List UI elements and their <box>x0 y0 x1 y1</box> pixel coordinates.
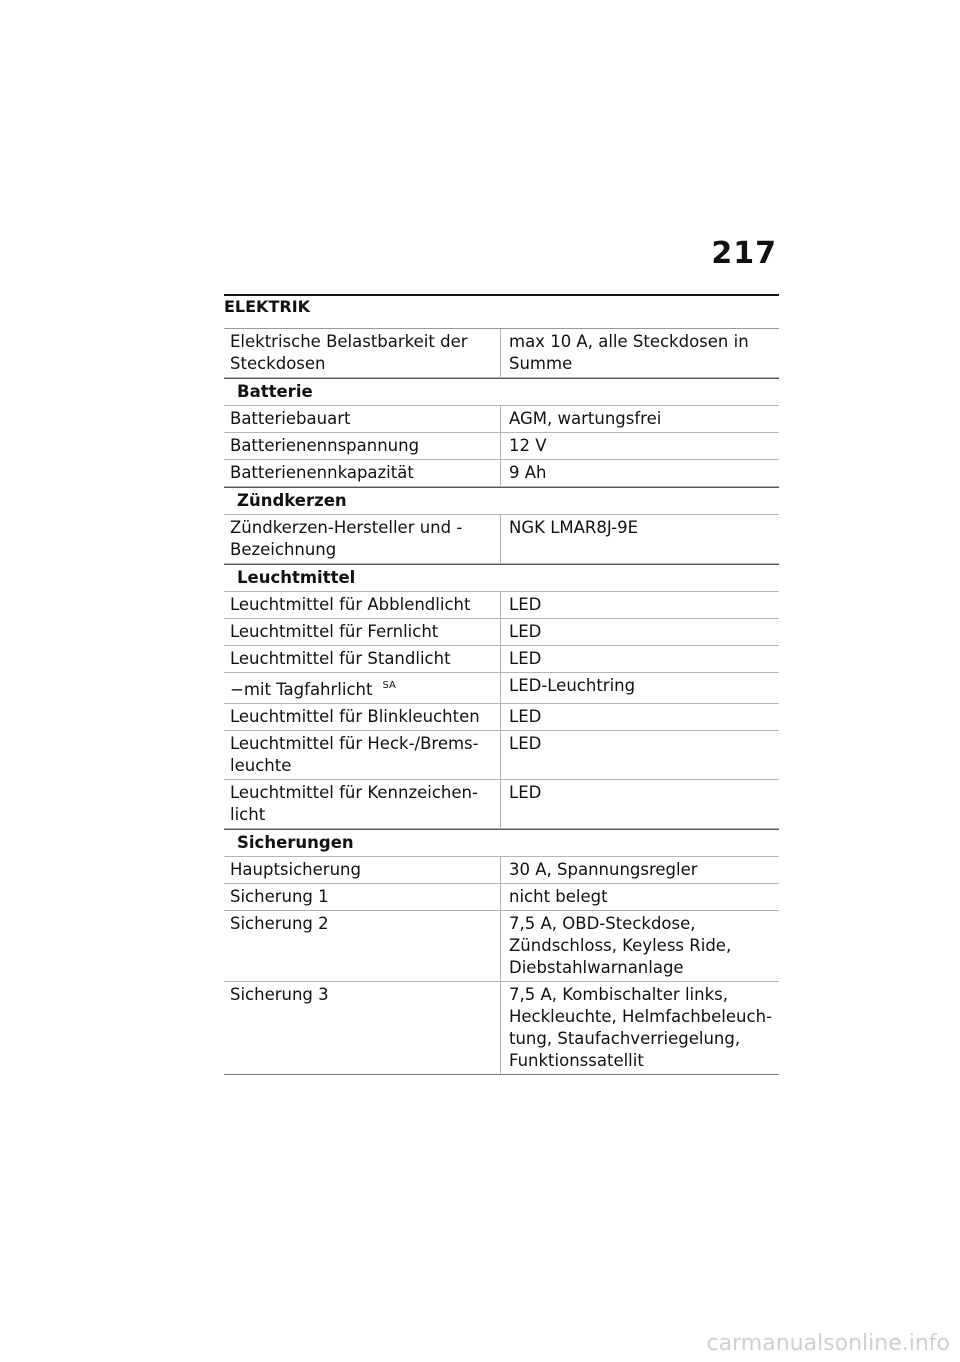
table-row <box>224 406 779 433</box>
spec-label: Leuchtmittel für Blinkleuchten <box>224 704 501 730</box>
spec-label: Hauptsicherung <box>224 857 501 883</box>
section-title: ELEKTRIK <box>224 297 311 316</box>
optional-equipment-note: SA <box>382 680 396 691</box>
group-header-fuses: Sicherungen <box>224 829 779 857</box>
group-header-spark-plugs: Zündkerzen <box>224 487 779 515</box>
table-row <box>224 911 779 982</box>
spec-value: 9 Ah <box>509 463 547 482</box>
spec-table <box>224 328 779 1075</box>
spec-value: LED <box>509 595 542 614</box>
page-number: 217 <box>711 236 777 271</box>
table-row <box>224 619 779 646</box>
spec-label: Leuchtmittel für Fernlicht <box>224 619 501 645</box>
spec-label: Leuchtmittel für Standlicht <box>224 646 501 672</box>
spec-label-text: −mit Tagfahrlicht <box>230 680 373 699</box>
top-rule <box>224 294 779 296</box>
table-row <box>224 884 779 911</box>
spec-label: Leuchtmittel für Kennzeichen-licht <box>224 780 501 828</box>
spec-value: max 10 A, alle Steckdosen in Summe <box>509 332 749 373</box>
spec-value: LED <box>509 734 542 753</box>
spec-label: Sicherung 2 <box>224 911 501 981</box>
table-row <box>224 460 779 487</box>
watermark-url: carmanualsonline.info <box>706 1331 950 1356</box>
spec-label: Batteriebauart <box>224 406 501 432</box>
spec-label: Batterienennspannung <box>224 433 501 459</box>
table-row <box>224 515 779 564</box>
group-header-lamps: Leuchtmittel <box>224 564 779 592</box>
spec-value: 12 V <box>509 436 547 455</box>
table-row <box>224 982 779 1075</box>
table-row <box>224 433 779 460</box>
group-header-battery: Batterie <box>224 378 779 406</box>
spec-label: Zündkerzen-Hersteller und -Bezeichnung <box>224 515 501 563</box>
spec-label: Sicherung 1 <box>224 884 501 910</box>
spec-value: AGM, wartungsfrei <box>509 409 662 428</box>
spec-label: Leuchtmittel für Heck-/Brems-leuchte <box>224 731 501 779</box>
spec-value: LED-Leuchtring <box>509 676 636 695</box>
spec-label <box>224 673 501 703</box>
spec-value: LED <box>509 783 542 802</box>
spec-value: NGK LMAR8J-9E <box>509 518 639 537</box>
table-row <box>224 592 779 619</box>
spec-value: 30 A, Spannungsregler <box>509 860 698 879</box>
spec-value: 7,5 A, OBD-Steckdose, Zündschloss, Keyless Ride, Diebstahlwarnanlage <box>509 914 732 977</box>
table-row <box>224 857 779 884</box>
table-row <box>224 329 779 378</box>
spec-label: Sicherung 3 <box>224 982 501 1074</box>
spec-value: LED <box>509 649 542 668</box>
table-row <box>224 646 779 673</box>
table-row <box>224 780 779 829</box>
spec-value: nicht belegt <box>509 887 608 906</box>
table-row <box>224 704 779 731</box>
table-row <box>224 673 779 704</box>
spec-label: Leuchtmittel für Abblendlicht <box>224 592 501 618</box>
table-row <box>224 731 779 780</box>
spec-value: LED <box>509 622 542 641</box>
spec-value: LED <box>509 707 542 726</box>
spec-label: Batterienennkapazität <box>224 460 501 486</box>
spec-value: 7,5 A, Kombischalter links, Heckleuchte, Helmfachbeleuch-tung, Staufachverriegelung, Funktionssatellit <box>509 985 772 1070</box>
spec-label: Elektrische Belastbarkeit der Steckdosen <box>224 329 501 377</box>
